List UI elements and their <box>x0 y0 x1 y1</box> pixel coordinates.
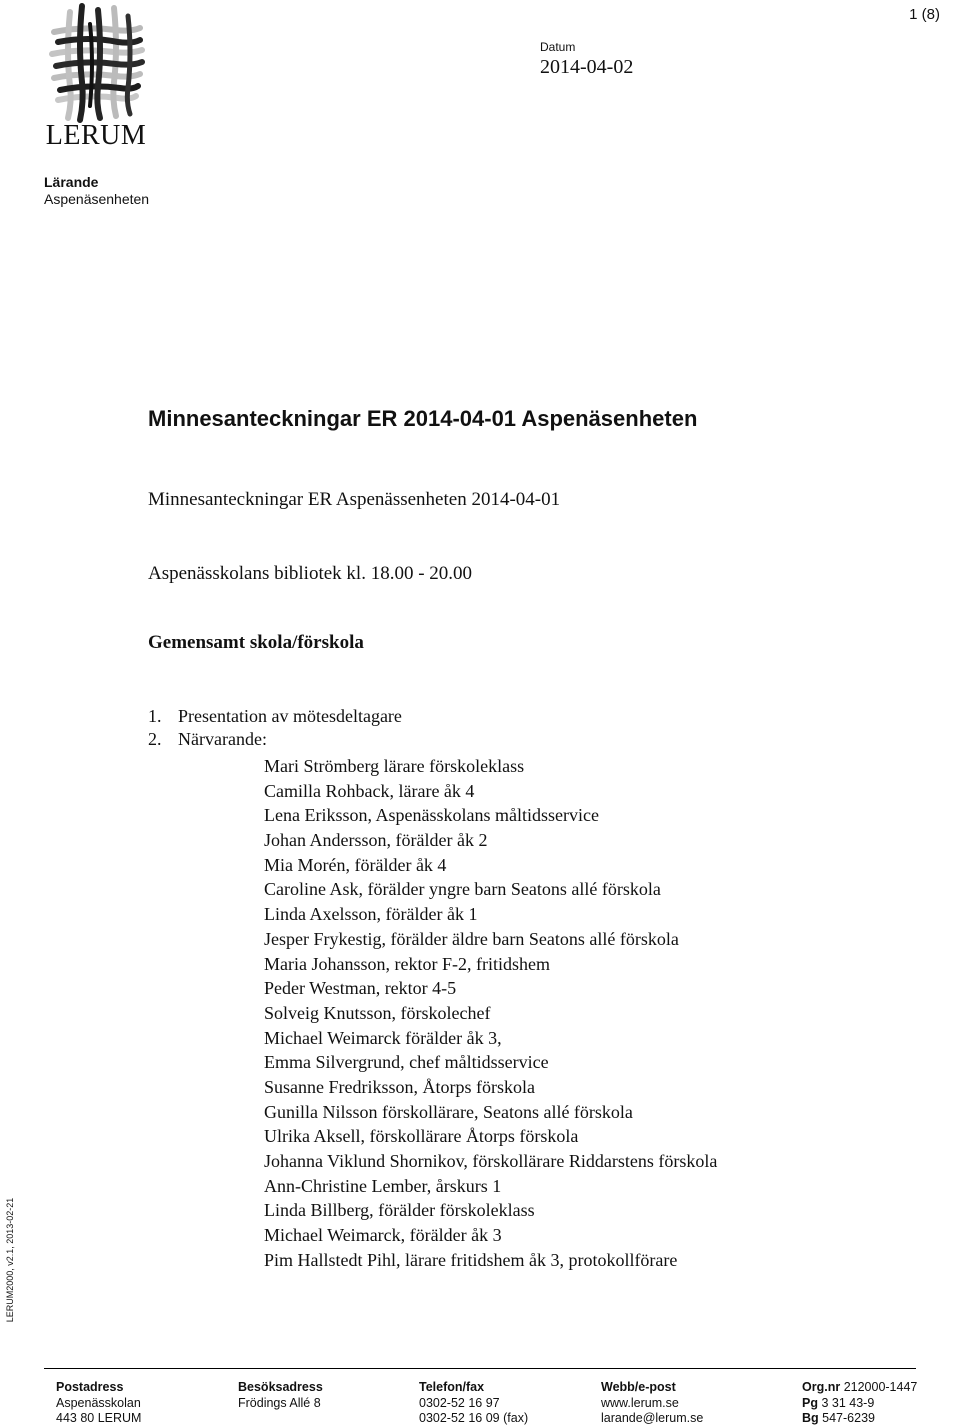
attendee-item: Pim Hallstedt Pihl, lärare fritidshem åk 3, protokollförare <box>264 1249 678 1270</box>
footer-heading: Telefon/fax <box>419 1380 485 1394</box>
attendee-item: Linda Axelsson, förälder åk 1 <box>264 904 478 925</box>
attendee-item: Ann-Christine Lember, årskurs 1 <box>264 1175 502 1196</box>
org-unit <box>44 174 149 208</box>
attendee-item: Susanne Fredriksson, Åtorps förskola <box>264 1076 535 1097</box>
lerum-logo <box>44 2 148 154</box>
attendee-item: Mia Morén, förälder åk 4 <box>264 854 447 875</box>
attendee-item: Peder Westman, rektor 4-5 <box>264 978 457 999</box>
attendee-item: Camilla Rohback, lärare åk 4 <box>264 780 475 801</box>
attendee-item: Lena Eriksson, Aspenässkolans måltidsservice <box>264 805 599 826</box>
attendee-item: Michael Weimarck, förälder åk 3 <box>264 1225 502 1246</box>
footer-line: Aspenässkolan <box>56 1395 141 1410</box>
attendee-item: Solveig Knutsson, förskolechef <box>264 1002 491 1023</box>
document-title: Minnesanteckningar ER 2014-04-01 Aspenäsenheten <box>148 406 698 431</box>
footer-postal-address <box>56 1380 141 1427</box>
footer-bg <box>802 1411 917 1427</box>
footer-pg-value: 3 31 43-9 <box>821 1395 875 1410</box>
footer-email-link[interactable]: larande@lerum.se <box>601 1411 704 1425</box>
footer-pg-label: Pg <box>802 1395 818 1410</box>
agenda-item-number: 2. <box>148 729 162 749</box>
footer-heading: Webb/e-post <box>601 1380 676 1394</box>
attendee-item: Linda Billberg, förälder förskoleklass <box>264 1200 535 1221</box>
agenda-item <box>148 706 402 727</box>
org-unit-name: Lärande <box>44 174 99 190</box>
footer-bg-value: 547-6239 <box>822 1411 875 1425</box>
footer-visiting-address <box>238 1380 323 1411</box>
footer-line: 443 80 LERUM <box>56 1411 142 1425</box>
attendee-list <box>264 754 717 1272</box>
footer-line: 0302-52 16 09 (fax) <box>419 1411 529 1425</box>
footer-org-numbers <box>802 1380 917 1427</box>
footer-website-link[interactable]: www.lerum.se <box>601 1395 679 1410</box>
agenda-item <box>148 729 267 750</box>
footer-phone-fax <box>419 1380 528 1427</box>
agenda-item-text: Närvarande: <box>178 729 267 749</box>
attendee-item: Caroline Ask, förälder yngre barn Seatons allé förskola <box>264 879 661 900</box>
attendee-item: Gunilla Nilsson förskollärare, Seatons allé förskola <box>264 1101 633 1122</box>
attendee-item: Johan Andersson, förälder åk 2 <box>264 830 488 851</box>
agenda-item-text: Presentation av mötesdeltagare <box>178 706 402 726</box>
attendee-item: Maria Johansson, rektor F-2, fritidshem <box>264 953 550 974</box>
attendee-item: Jesper Frykestig, förälder äldre barn Seatons allé förskola <box>264 928 679 949</box>
logo-wordmark: LERUM <box>45 120 147 151</box>
template-version-code: LERUM2000, v2.1, 2013-02-21 <box>5 1197 15 1323</box>
footer-line: 0302-52 16 97 <box>419 1395 500 1410</box>
footer-divider <box>44 1368 916 1369</box>
date-value: 2014-04-02 <box>540 56 634 78</box>
page-number: 1 (8) <box>909 6 940 23</box>
agenda-item-number: 1. <box>148 706 162 726</box>
footer-org-nr-label: Org.nr <box>802 1380 841 1394</box>
attendee-item: Johanna Viklund Shornikov, förskollärare Riddarstens förskola <box>264 1151 718 1171</box>
footer-heading: Postadress <box>56 1380 124 1394</box>
footer-pg <box>802 1396 917 1412</box>
footer-heading: Besöksadress <box>238 1380 323 1394</box>
org-unit-sub: Aspenäsenheten <box>44 191 150 207</box>
footer-org-nr-value: 212000-1447 <box>843 1380 918 1394</box>
footer-line: Frödings Allé 8 <box>238 1395 321 1410</box>
attendee-item: Emma Silvergrund, chef måltidsservice <box>264 1052 549 1073</box>
footer-web-email <box>601 1380 703 1427</box>
section-heading: Gemensamt skola/förskola <box>148 632 364 653</box>
footer-org-nr <box>802 1380 917 1396</box>
date-label: Datum <box>540 40 576 54</box>
attendee-item: Ulrika Aksell, förskollärare Åtorps förskola <box>264 1126 579 1147</box>
meeting-location: Aspenässkolans bibliotek kl. 18.00 - 20.00 <box>148 563 473 584</box>
attendee-item: Mari Strömberg lärare förskoleklass <box>264 756 525 776</box>
document-subtitle: Minnesanteckningar ER Aspenässenheten 2014-04-01 <box>148 489 561 510</box>
footer-bg-label: Bg <box>802 1411 819 1425</box>
attendee-item: Michael Weimarck förälder åk 3, <box>264 1027 502 1048</box>
